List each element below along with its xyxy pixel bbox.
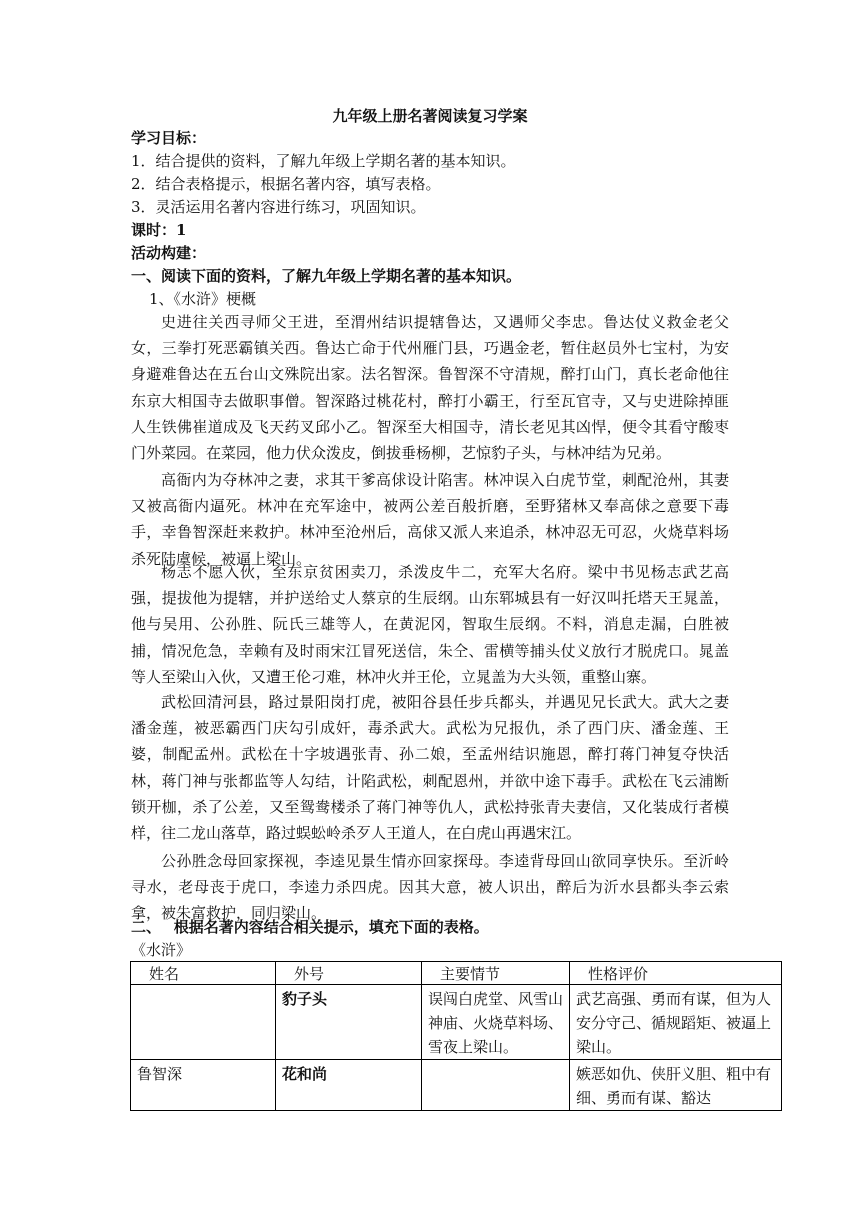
goal-item: 1．结合提供的资料，了解九年级上学期名著的基本知识。 xyxy=(131,152,516,170)
evaluation-cell: 嫉恶如仇、侠肝义胆、粗中有细、勇而有谋、豁达 xyxy=(570,1060,782,1111)
nickname-cell: 豹子头 xyxy=(276,985,422,1060)
table-caption: 《水浒》 xyxy=(131,941,192,959)
nickname-cell: 花和尚 xyxy=(276,1060,422,1111)
plot-cell xyxy=(422,1060,570,1111)
page-title: 九年级上册名著阅读复习学案 xyxy=(332,107,528,125)
section-heading-2: 二、 根据名著内容结合相关提示，填充下面的表格。 xyxy=(131,918,489,936)
column-header: 性格评价 xyxy=(570,962,782,985)
summary-paragraph: 武松回清河县，路过景阳岗打虎，被阳谷县任步兵都头，并遇见兄长武大。武大之妻潘金莲，被恶霸西门庆勾引成奸，毒杀武大。武松为兄报仇，杀了西门庆、潘金莲、王婆，制配孟州。武松在十字坡遇张青、孙二娘，至孟州结识施恩，醉打蒋门神复夺快活林，蒋门神与张都监等人勾结，计陷武松，刺配恩州，并欲中途下毒手。武松在飞云浦断锁开枷，杀了公差，又至鸳鸯楼杀了蒋门神等仇人，武松持张青夫妻信，又化装成行者模样，往二龙山落草，路过蜈蚣岭杀歹人王道人，在白虎山再遇宋江。 xyxy=(131,693,729,843)
table-row xyxy=(131,985,782,1060)
evaluation-cell: 武艺高强、勇而有谋，但为人安分守己、循规蹈矩、被逼上梁山。 xyxy=(570,985,782,1060)
name-cell xyxy=(131,985,276,1060)
period-label: 课时：1 xyxy=(131,221,187,239)
section-heading-1: 一、阅读下面的资料，了解九年级上学期名著的基本知识。 xyxy=(131,267,522,285)
goal-item: 2．结合表格提示，根据名著内容，填写表格。 xyxy=(131,175,441,193)
summary-paragraph: 杨志不愿入伙，至东京贫困卖刀，杀泼皮牛二，充军大名府。梁中书见杨志武艺高强，提拔他为提辖，并护送给丈人蔡京的生辰纲。山东郓城县有一好汉叫托塔天王晁盖，他与吴用、公孙胜、阮氏三雄等人，在黄泥冈，智取生辰纲。不料，消息走漏，白胜被捕，情况危急，幸赖有及时雨宋江冒死送信，朱仝、雷横等捕头仗义放行才脱虎口。晁盖等人至梁山入伙，又遭王伦刁难，林冲火并王伦，立晁盖为大头领，重整山寨。 xyxy=(131,563,729,686)
column-header: 外号 xyxy=(276,962,422,985)
summary-paragraph: 公孙胜念母回家探视，李逵见景生情亦回家探母。李逵背母回山欲同享快乐。至沂岭寻水，老母丧于虎口，李逵力杀四虎。因其大意，被人识出，醉后为沂水县都头李云索拿，被朱富救护，同归梁山。 xyxy=(131,852,729,923)
summary-paragraph: 高衙内为夺林冲之妻，求其干爹高俅设计陷害。林冲误入白虎节堂，刺配沧州，其妻又被高衙内逼死。林冲在充军途中，被两公差百般折磨，至野猪林又奉高俅之意要下毒手，幸鲁智深赶来救护。林冲至沧州后，高俅又派人来追杀，林冲忍无可忍，火烧草料场杀死陆虞候，被逼上梁山。 xyxy=(131,471,729,568)
plot-cell: 误闯白虎堂、风雪山神庙、火烧草料场、雪夜上梁山。 xyxy=(422,985,570,1060)
table-header-row xyxy=(131,962,782,985)
table-row xyxy=(131,1060,782,1111)
goal-item: 3．灵活运用名著内容进行练习，巩固知识。 xyxy=(131,198,426,216)
activity-label: 活动构建： xyxy=(131,244,207,262)
name-cell: 鲁智深 xyxy=(131,1060,276,1111)
character-table xyxy=(130,961,782,1111)
goals-label: 学习目标： xyxy=(131,129,207,147)
summary-paragraph: 史进往关西寻师父王进，至渭州结识提辖鲁达，又遇师父李忠。鲁达仗义救金老父女，三拳打死恶霸镇关西。鲁达亡命于代州雁门县，巧遇金老，暂住赵员外七宝村，为安身避难鲁达在五台山文殊院出家。法名智深。鲁智深不守清规，醉打山门，真长老命他往东京大相国寺去做职事僧。智深路过桃花村，醉打小霸王，行至瓦官寺，又与史进除掉匪人生铁佛崔道成及飞天药叉邱小乙。智深至大相国寺，清长老见其凶悍，便令其看守酸枣门外菜园。在菜园，他力伏众泼皮，倒拔垂杨柳，艺惊豹子头，与林冲结为兄弟。 xyxy=(131,313,729,463)
column-header: 主要情节 xyxy=(422,962,570,985)
column-header: 姓名 xyxy=(131,962,276,985)
subsection-heading: 1、《水浒》梗概 xyxy=(149,290,257,308)
